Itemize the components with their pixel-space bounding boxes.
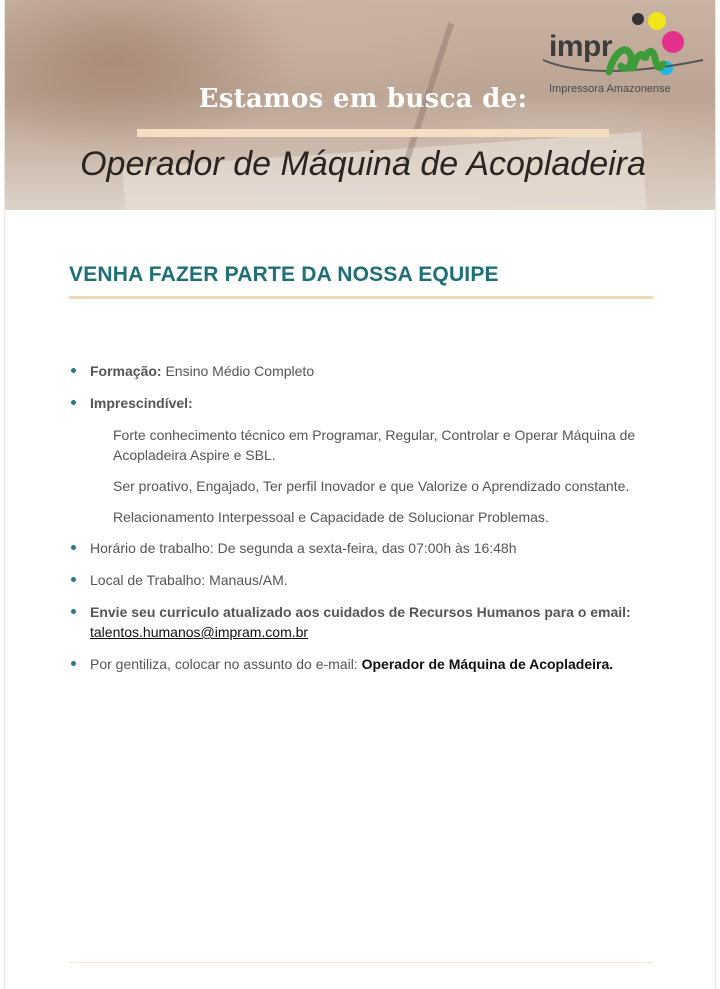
bullet-icon	[71, 545, 76, 550]
formacao-value: Ensino Médio Completo	[161, 363, 315, 379]
bullet-icon	[71, 400, 76, 405]
bullet-icon	[71, 577, 76, 582]
local-text: Local de Trabalho: Manaus/AM.	[90, 572, 288, 588]
assunto-prefix: Por gentiliza, colocar no assunto do e-mail:	[90, 656, 362, 672]
logo-dot-yellow	[648, 12, 666, 30]
imprescindivel-item: Relacionamento Interpessoal e Capacidade de Solucionar Problemas.	[113, 509, 549, 525]
list-item-assunto	[69, 654, 659, 674]
imprescindivel-item: Ser proativo, Engajado, Ter perfil Inovador e que Valorize o Aprendizado constante.	[113, 478, 630, 494]
job-title: Operador de Máquina de Acopladeira	[80, 145, 646, 183]
list-item-envie	[69, 602, 659, 642]
imprescindivel-label: Imprescindível:	[90, 395, 193, 411]
assunto-value: Operador de Máquina de Acopladeira.	[361, 656, 614, 672]
bullet-icon	[71, 661, 76, 666]
list-item-imprescindivel	[69, 393, 659, 413]
list-item-horario	[69, 538, 659, 558]
logo-dot-dark	[632, 13, 644, 25]
email-link[interactable]: talentos.humanos@impram.com.br	[90, 624, 309, 640]
formacao-label: Formação:	[90, 363, 162, 379]
bullet-icon	[71, 368, 76, 373]
list-item-formacao	[69, 361, 659, 381]
logo-dot-magenta	[662, 31, 684, 53]
envie-text: Envie seu curriculo atualizado aos cuidados de Recursos Humanos para o email:	[90, 604, 631, 620]
list-item-local	[69, 570, 659, 590]
requirements-list	[69, 361, 659, 686]
document-page	[4, 0, 716, 989]
banner-divider	[137, 129, 609, 137]
footer-divider	[69, 962, 653, 963]
section-divider	[69, 296, 653, 299]
banner-heading: Estamos em busca de:	[198, 84, 528, 114]
bullet-icon	[71, 609, 76, 614]
logo-tagline: Impressora Amazonense	[549, 83, 671, 95]
logo-wordmark: impr	[549, 30, 613, 63]
horario-text: Horário de trabalho: De segunda a sexta-feira, das 07:00h às 16:48h	[90, 540, 517, 556]
header-banner	[5, 0, 715, 210]
section-title: VENHA FAZER PARTE DA NOSSA EQUIPE	[69, 263, 499, 286]
imprescindivel-item: Forte conhecimento técnico em Programar, Regular, Controlar e Operar Máquina de Acopladeira Aspire e SBL.	[113, 427, 636, 463]
